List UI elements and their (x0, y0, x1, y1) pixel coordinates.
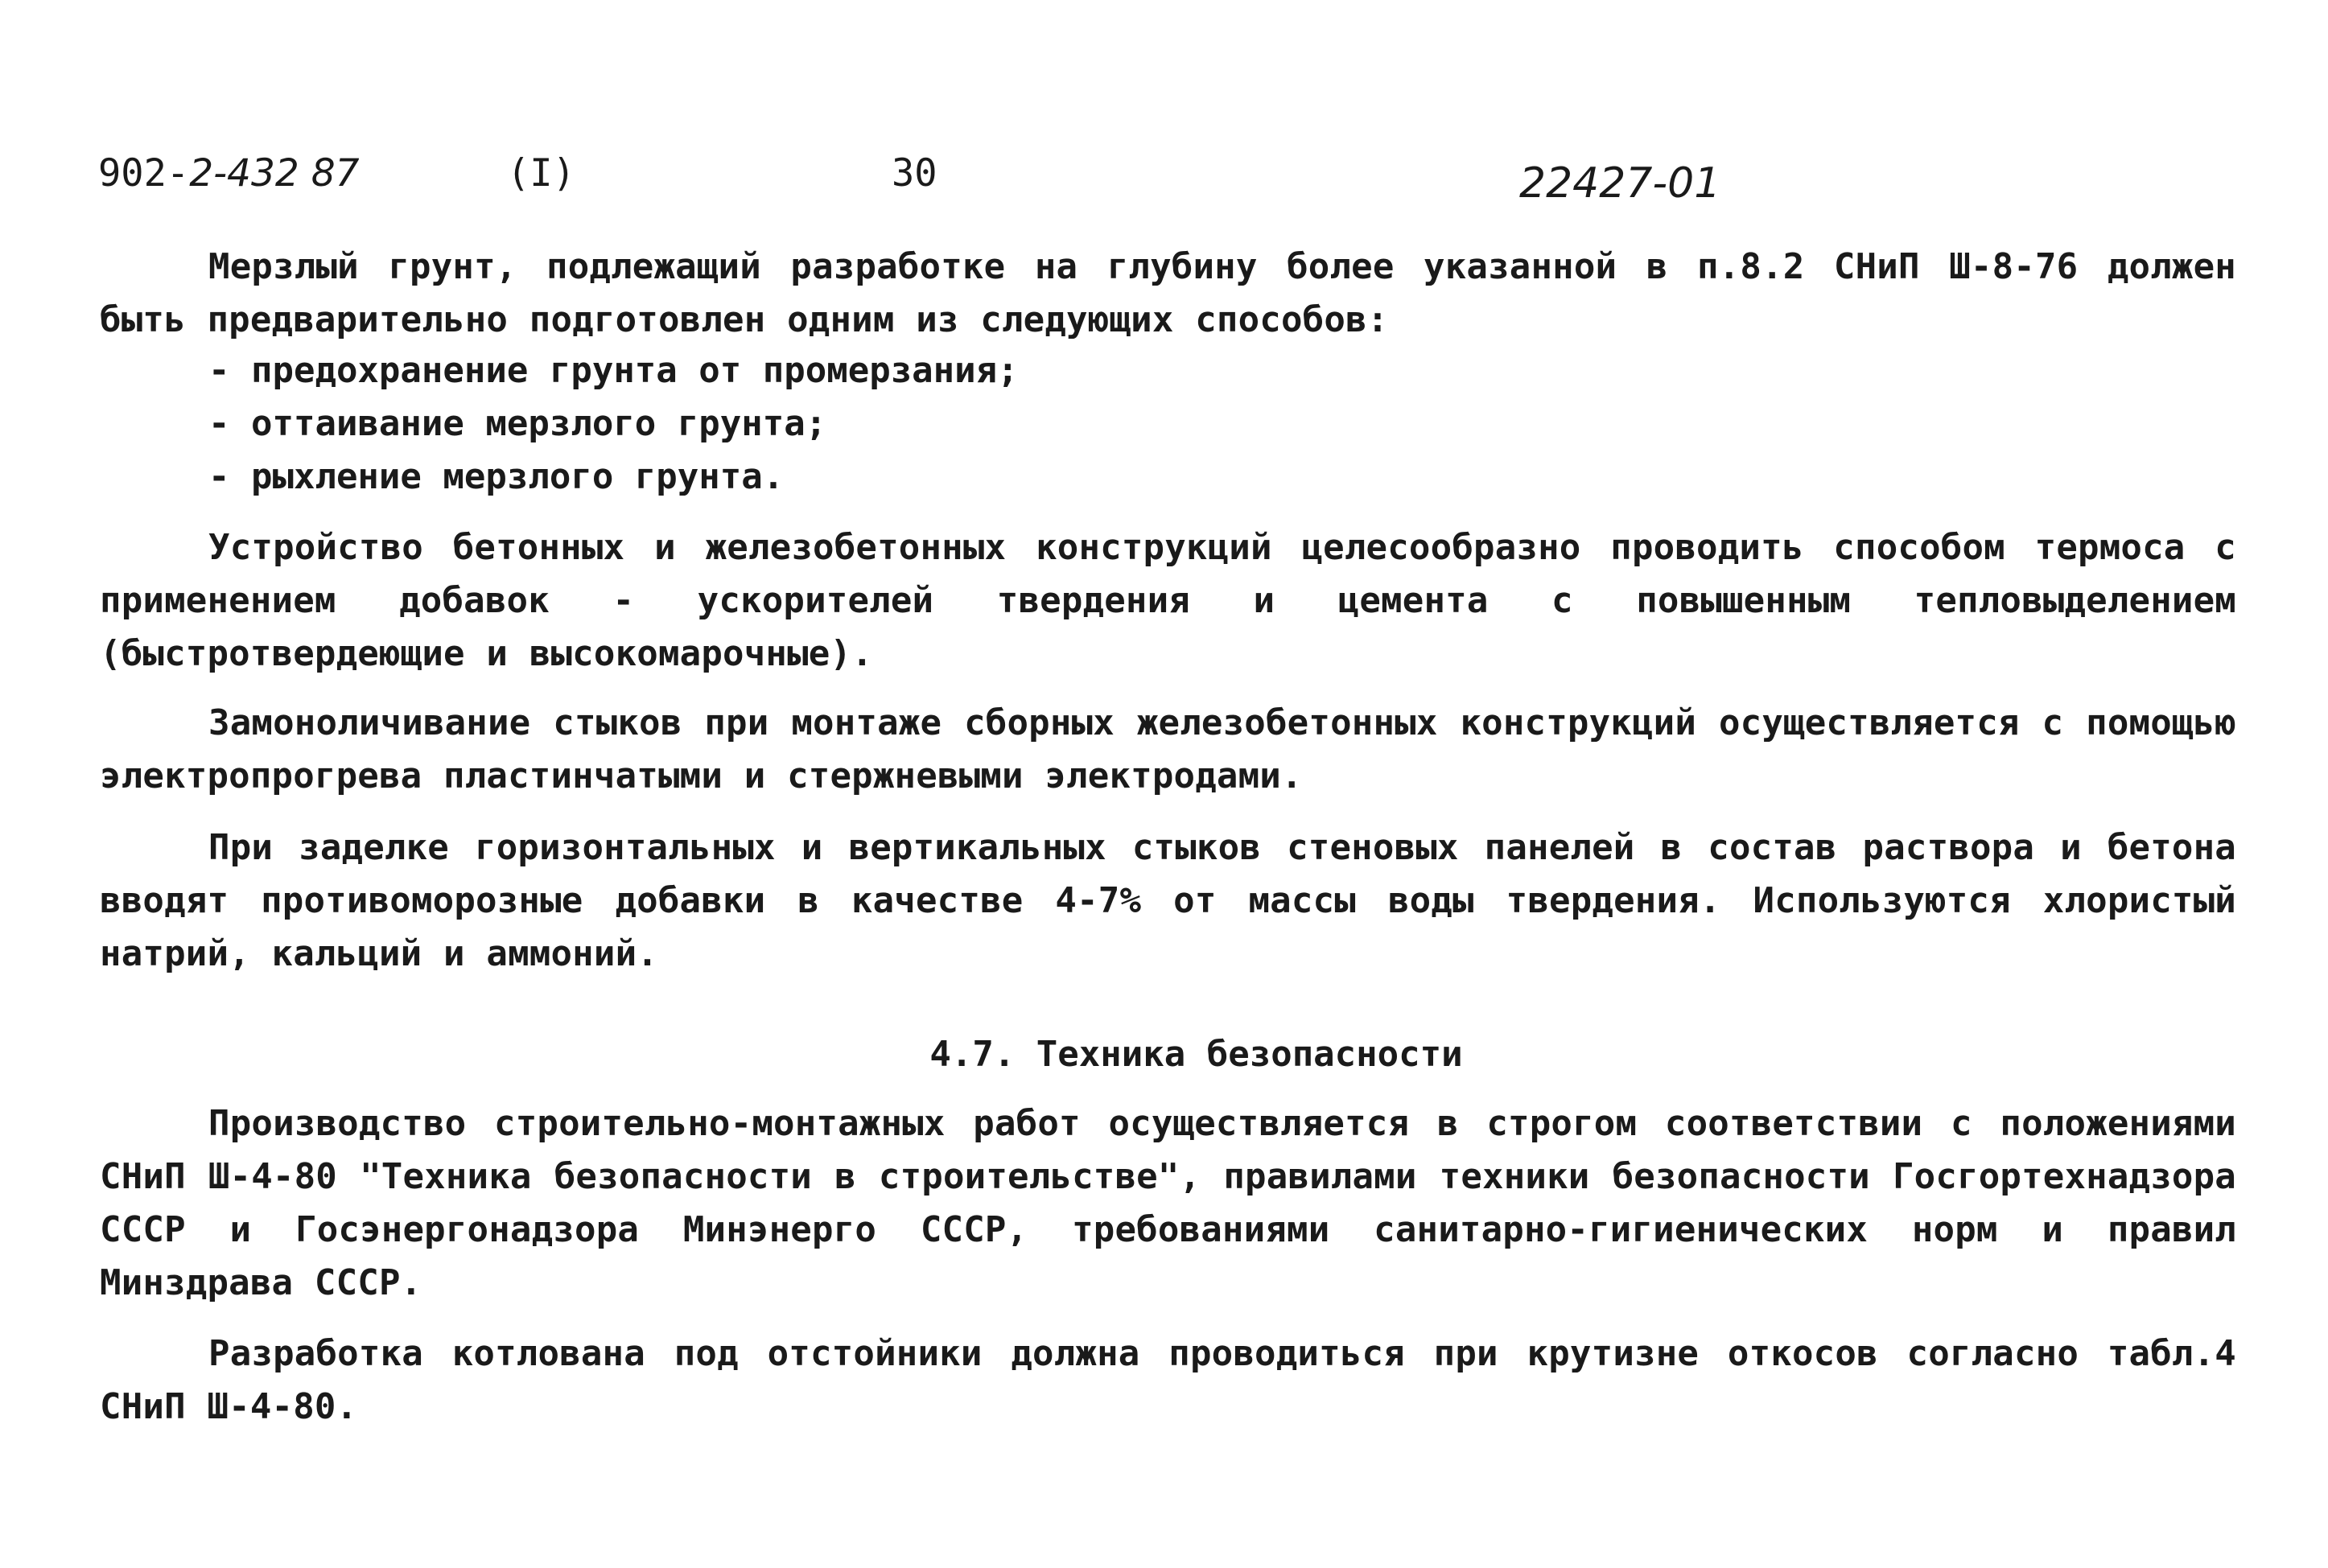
paragraph-additives: При заделке горизонтальных и вертикальных стыков стеновых панелей в состав раствора и бетона вводят противоморозные добавки в качестве 4-7% от массы воды твердения. Используются хлористый натрий, кальций и аммоний. (100, 827, 2236, 974)
methods-list (208, 344, 1019, 504)
document-number: 22427-01 (1519, 159, 1721, 208)
paragraph-concrete: Устройство бетонных и железобетонных конструкций целесообразно проводить способом термоса с применением добавок - ускорителей твердения и цемента с повышенным тепловыделением (быстротвердеющие и высокомарочные). (100, 527, 2236, 674)
project-code (98, 150, 360, 198)
list-item: - предохранение грунта от промерзания; (208, 350, 1019, 391)
list-item: - рыхление мерзлого грунта. (208, 456, 785, 497)
project-code-prefix: 902- (98, 151, 190, 195)
project-code-handwritten: 2-432 87 (189, 151, 360, 195)
paragraph-excavation: Разработка котлована под отстойники должна проводиться при крутизне откосов согласно табл.4 СНиП Ш-4-80. (100, 1333, 2236, 1427)
part-number: (I) (507, 151, 575, 195)
section-title: 4.7. Техника безопасности (929, 1034, 1463, 1075)
page-number: 30 (892, 151, 937, 195)
paragraph-safety: Производство строительно-монтажных работ осуществляется в строгом соответствии с положениями СНиП Ш-4-80 "Техника безопасности в строительстве", правилами техники безопасности Госгортехнадзора СССР и Госэнергонадзора Минэнерго СССР, требованиями санитарно-гигиенических норм и правил Минздрава СССР. (100, 1103, 2236, 1303)
list-item: - оттаивание мерзлого грунта; (208, 403, 827, 444)
paragraph-joints: Замоноличивание стыков при монтаже сборных железобетонных конструкций осуществляется с помощью электропрогрева пластинчатыми и стержневыми электродами. (100, 702, 2236, 796)
paragraph-frozen-soil: Мерзлый грунт, подлежащий разработке на глубину более указанной в п.8.2 СНиП Ш-8-76 должен быть предварительно подготовлен одним из следующих способов: (100, 246, 2236, 340)
